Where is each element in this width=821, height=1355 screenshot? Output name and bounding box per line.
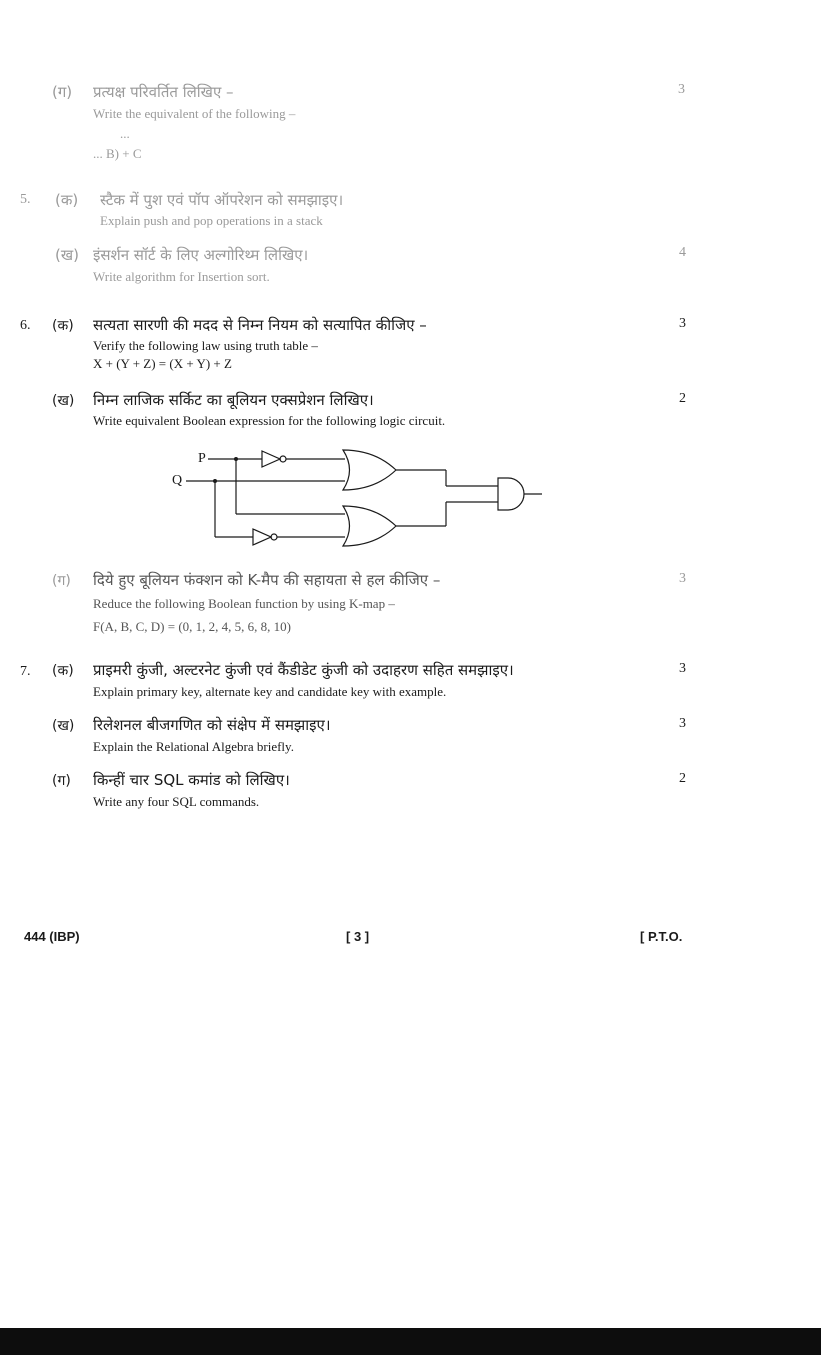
- q5b-english: Write algorithm for Insertion sort.: [93, 269, 270, 284]
- q5b-label: (ख): [55, 246, 79, 264]
- q7c-marks: 2: [679, 771, 686, 786]
- circuit-input-q: Q: [172, 473, 183, 488]
- q6a-label: (क): [52, 318, 74, 334]
- q7b-english: Explain the Relational Algebra briefly.: [93, 739, 294, 754]
- footer-page-number: [ 3 ]: [346, 929, 370, 944]
- q4c-expression: ... B) + C: [93, 146, 142, 161]
- q5a-label: (क): [55, 191, 79, 209]
- q7a-hindi: प्राइमरी कुंजी, अल्टरनेट कुंजी एवं कैंडीडेट कुंजी को उदाहरण सहित समझाइए।: [93, 661, 514, 679]
- scan-bottom-edge: [0, 1328, 821, 1355]
- q7c-hindi: किन्हीं चार SQL कमांड को लिखिए।: [93, 771, 290, 789]
- q5b-marks: 4: [679, 245, 686, 260]
- q6c-hindi: दिये हुए बूलियन फंक्शन को K-मैप की सहायता से हल कीजिए –: [93, 571, 441, 589]
- q6c-english: Reduce the following Boolean function by using K-map –: [93, 596, 395, 611]
- q6a-marks: 3: [679, 316, 686, 331]
- q6b-english: Write equivalent Boolean expression for the following logic circuit.: [93, 413, 446, 428]
- q4c-label: (ग): [52, 83, 73, 101]
- q6c-label: (ग): [52, 573, 71, 589]
- q4c-hindi: प्रत्यक्ष परिवर्तित लिखिए –: [93, 83, 234, 101]
- circuit-input-p: P: [198, 451, 206, 466]
- q7c-label: (ग): [52, 773, 71, 789]
- q7b-hindi: रिलेशनल बीजगणित को संक्षेप में समझाइए।: [93, 716, 331, 734]
- q6a-expression: X + (Y + Z) = (X + Y) + Z: [93, 356, 232, 371]
- q6-number: 6.: [20, 318, 31, 333]
- q5a-hindi: स्टैक में पुश एवं पॉप ऑपरेशन को समझाइए।: [100, 191, 344, 209]
- q6b-marks: 2: [679, 391, 686, 406]
- q6b-label: (ख): [52, 393, 75, 409]
- q6c-expression: F(A, B, C, D) = (0, 1, 2, 4, 5, 6, 8, 10): [93, 619, 291, 634]
- logic-circuit-diagram: [160, 440, 550, 555]
- q5-number: 5.: [20, 192, 31, 207]
- footer-pto: [ P.T.O.: [640, 929, 683, 944]
- q7a-marks: 3: [679, 661, 686, 676]
- q6a-english: Verify the following law using truth table –: [93, 338, 318, 353]
- q7-number: 7.: [20, 664, 31, 679]
- footer-paper-code: 444 (IBP): [24, 929, 80, 944]
- q7a-english: Explain primary key, alternate key and candidate key with example.: [93, 684, 447, 699]
- q5a-english: Explain push and pop operations in a stack: [100, 213, 323, 228]
- q7b-marks: 3: [679, 716, 686, 731]
- q4c-english: Write the equivalent of the following –: [93, 106, 296, 121]
- q7c-english: Write any four SQL commands.: [93, 794, 260, 809]
- q6c-marks: 3: [679, 571, 686, 586]
- q4c-marks: 3: [678, 82, 685, 97]
- q6b-hindi: निम्न लाजिक सर्किट का बूलियन एक्सप्रेशन लिखिए।: [93, 391, 374, 409]
- q6a-hindi: सत्यता सारणी की मदद से निम्न नियम को सत्यापित कीजिए –: [93, 316, 427, 334]
- q4c-line3: ...: [120, 126, 130, 141]
- q5b-hindi: इंसर्शन सॉर्ट के लिए अल्गोरिथ्म लिखिए।: [93, 246, 309, 264]
- q7b-label: (ख): [52, 718, 75, 734]
- q7a-label: (क): [52, 663, 74, 679]
